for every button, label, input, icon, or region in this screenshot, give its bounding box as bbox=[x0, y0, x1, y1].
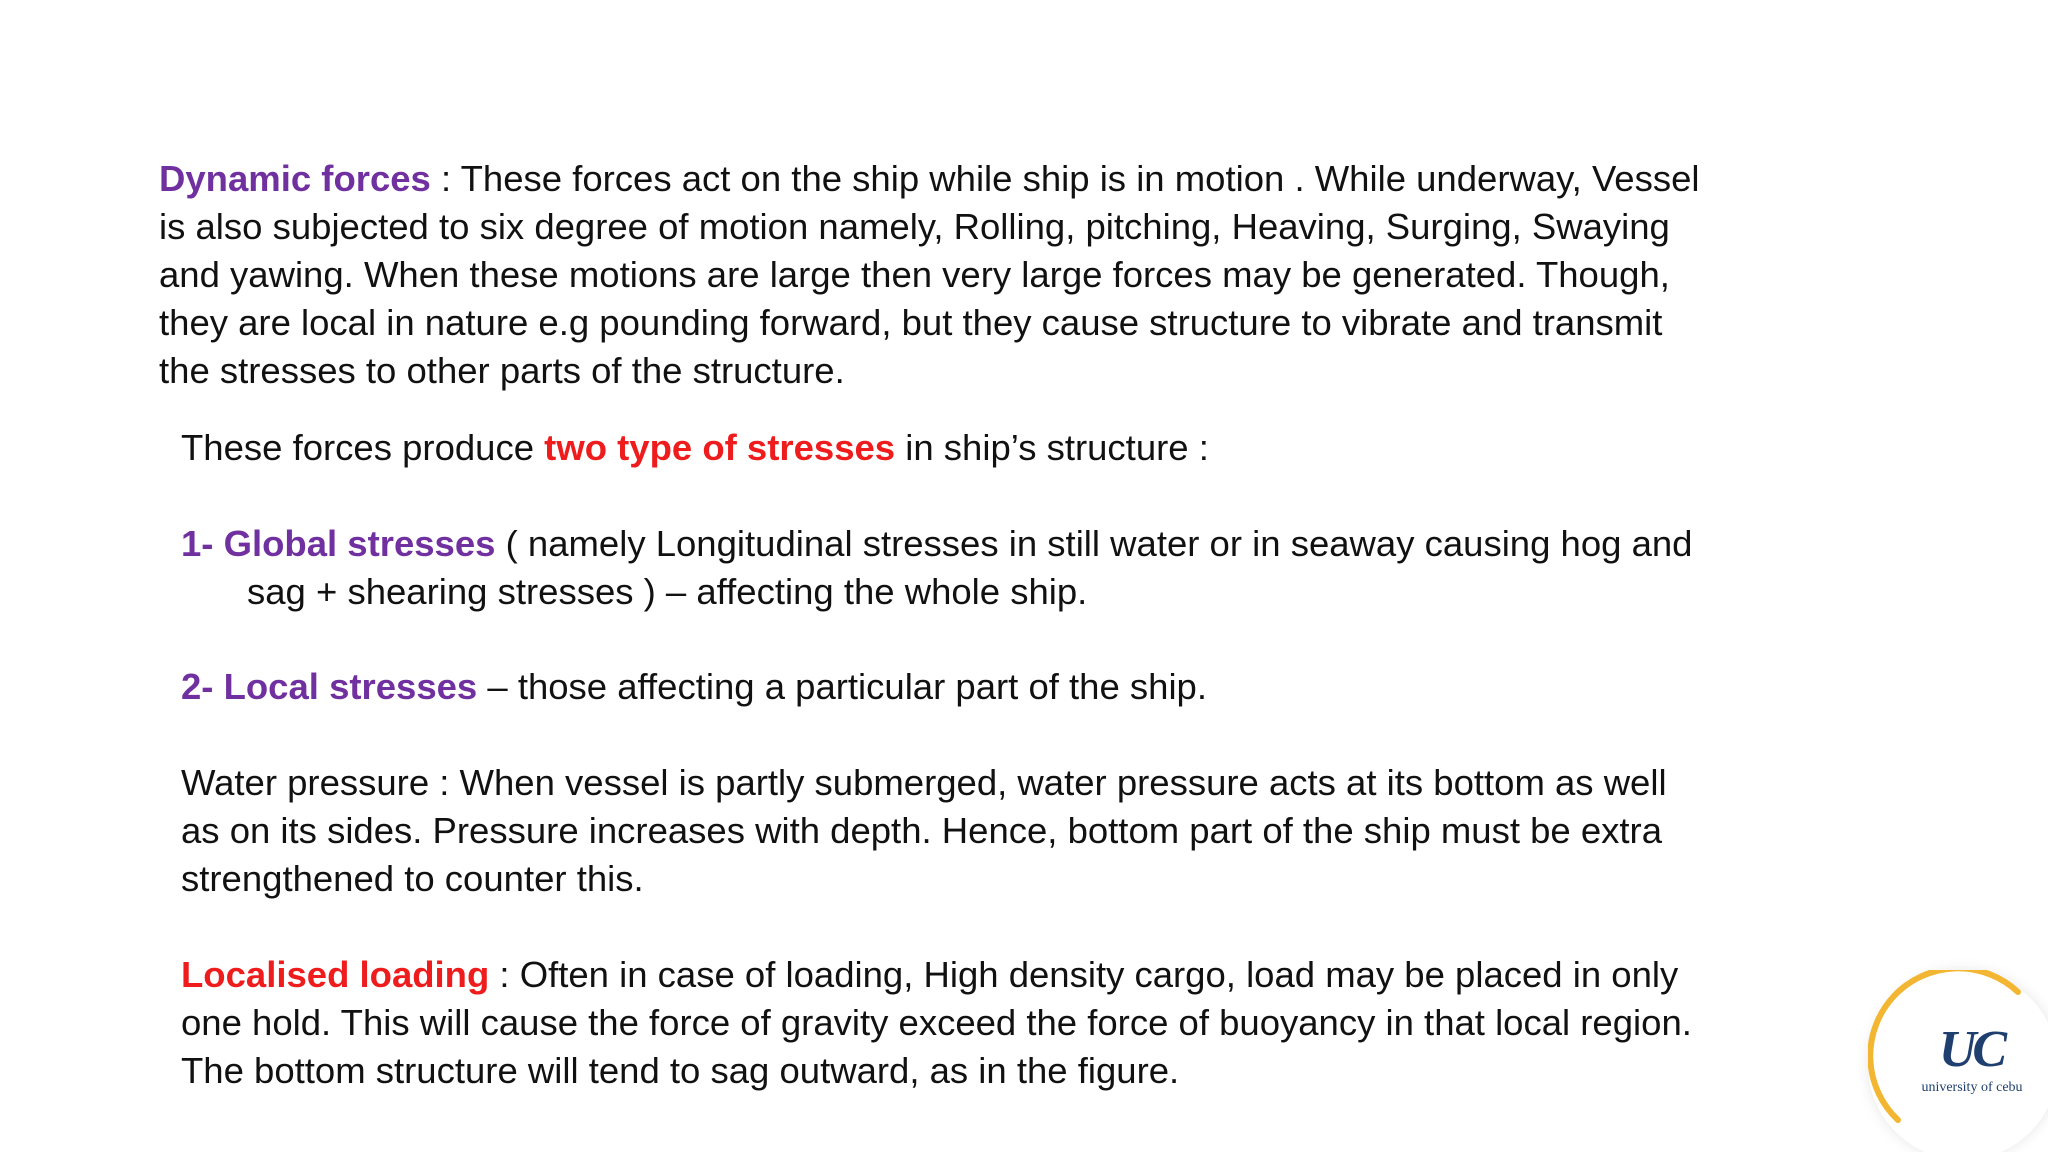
dynamic-forces-line-1 bbox=[159, 155, 1700, 203]
dynamic-forces-line-3: and yawing. When these motions are large then very large forces may be generated. Though, bbox=[159, 254, 1670, 295]
water-pressure-paragraph bbox=[181, 759, 1667, 903]
logo-text: university of cebu bbox=[1921, 1080, 2023, 1095]
localised-loading-term: Localised loading bbox=[181, 954, 490, 995]
dynamic-forces-line-2: is also subjected to six degree of motion namely, Rolling, pitching, Heaving, Surging, Swaying bbox=[159, 206, 1670, 247]
university-of-cebu-logo bbox=[1868, 970, 2048, 1152]
global-stresses-line-1 bbox=[181, 520, 1692, 568]
stresses-intro-before: These forces produce bbox=[181, 427, 545, 468]
global-stresses-line-2: sag + shearing stresses ) – affecting the whole ship. bbox=[247, 571, 1088, 612]
global-stresses-term: 1- Global stresses bbox=[181, 523, 496, 564]
dynamic-forces-line-1-text: : These forces act on the ship while ship is in motion . While underway, Vessel bbox=[430, 158, 1700, 199]
dynamic-forces-line-4: they are local in nature e.g pounding forward, but they cause structure to vibrate and transmit bbox=[159, 302, 1663, 343]
local-stresses-item bbox=[181, 663, 1207, 711]
global-stresses-line-1-text: ( namely Longitudinal stresses in still water or in seaway causing hog and bbox=[495, 523, 1693, 564]
local-stresses-term: 2- Local stresses bbox=[181, 666, 478, 707]
logo-mark: UC bbox=[1938, 1021, 2004, 1078]
stresses-intro bbox=[181, 424, 1209, 472]
water-pressure-line-2: as on its sides. Pressure increases with depth. Hence, bottom part of the ship must be extra bbox=[181, 810, 1663, 851]
water-pressure-line-3: strengthened to counter this. bbox=[181, 858, 644, 899]
global-stresses-item bbox=[181, 520, 1692, 616]
localised-loading-line-2: one hold. This will cause the force of gravity exceed the force of buoyancy in that local region. bbox=[181, 1002, 1692, 1043]
dynamic-forces-term: Dynamic forces bbox=[159, 158, 431, 199]
localised-loading-line-3: The bottom structure will tend to sag outward, as in the figure. bbox=[181, 1050, 1180, 1091]
localised-loading-line-1 bbox=[181, 951, 1692, 999]
water-pressure-line-1: Water pressure : When vessel is partly submerged, water pressure acts at its bottom as well bbox=[181, 762, 1667, 803]
local-stresses-text: – those affecting a particular part of the ship. bbox=[477, 666, 1208, 707]
stresses-intro-highlight: two type of stresses bbox=[544, 427, 896, 468]
stresses-intro-after: in ship’s structure : bbox=[895, 427, 1209, 468]
dynamic-forces-line-5: the stresses to other parts of the structure. bbox=[159, 350, 845, 391]
localised-loading-line-1-text: : Often in case of loading, High density cargo, load may be placed in only bbox=[489, 954, 1679, 995]
localised-loading-paragraph bbox=[181, 951, 1692, 1095]
dynamic-forces-paragraph bbox=[159, 155, 1700, 395]
